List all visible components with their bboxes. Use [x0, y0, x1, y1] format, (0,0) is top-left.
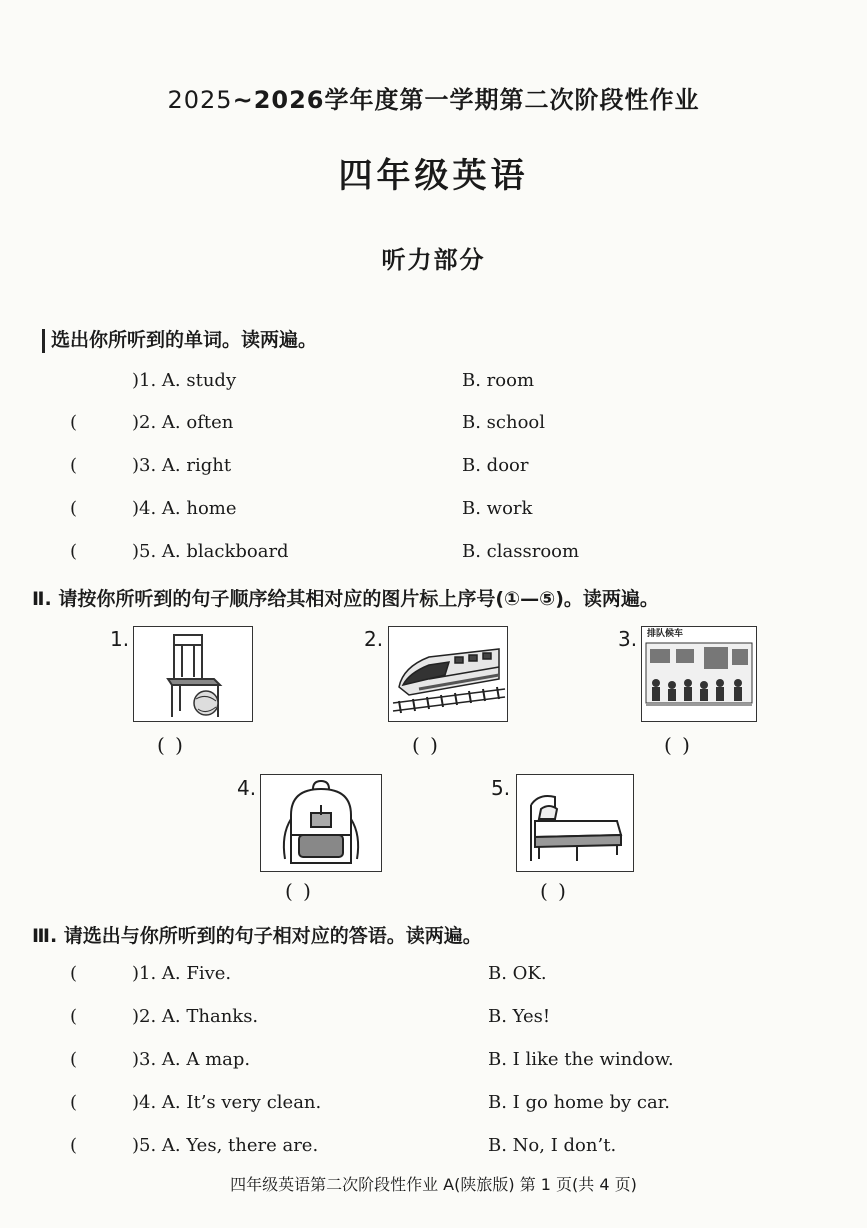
- train-icon: [388, 626, 508, 722]
- answer-paren[interactable]: (: [70, 1006, 78, 1027]
- section-1-title-text: 选出你所听到的单词。读两遍。: [51, 329, 318, 351]
- answer-paren[interactable]: (: [70, 1092, 78, 1113]
- backpack-icon: [260, 774, 382, 872]
- picture-2-number: 2.: [364, 627, 384, 651]
- answer-paren[interactable]: (: [70, 498, 78, 519]
- option-a: )4. A. It’s very clean.: [132, 1092, 322, 1113]
- option-a: )3. A. A map.: [132, 1049, 251, 1070]
- chair-icon: [133, 626, 253, 722]
- section-2-title: Ⅱ. 请按你所听到的句子顺序给其相对应的图片标上序号(①—⑤)。读两遍。: [32, 588, 659, 610]
- picture-5-number: 5.: [491, 776, 511, 800]
- picture-4-answer[interactable]: ( ): [285, 879, 313, 903]
- year-separator: ~: [232, 86, 254, 114]
- option-b: B. school: [462, 412, 546, 433]
- option-a: )5. A. Yes, there are.: [132, 1135, 319, 1156]
- year-start: 2025: [167, 86, 233, 114]
- picture-1-number: 1.: [110, 627, 130, 651]
- queue-sign-text: 排队候车: [647, 629, 684, 639]
- option-a: )1. A. study: [132, 370, 237, 391]
- option-b: B. I like the window.: [488, 1049, 674, 1070]
- picture-3-answer[interactable]: ( ): [664, 733, 692, 757]
- exam-header: [0, 80, 867, 115]
- picture-1-answer[interactable]: ( ): [157, 733, 185, 757]
- answer-paren[interactable]: (: [70, 412, 78, 433]
- section-marker: [42, 329, 45, 353]
- option-b: B. I go home by car.: [488, 1092, 671, 1113]
- picture-3-number: 3.: [618, 627, 638, 651]
- picture-4-number: 4.: [237, 776, 257, 800]
- page-subtitle: 听力部分: [381, 246, 486, 274]
- year-end: 2026: [253, 86, 325, 114]
- option-b: B. No, I don’t.: [488, 1135, 617, 1156]
- answer-paren[interactable]: (: [70, 455, 78, 476]
- answer-paren[interactable]: (: [70, 541, 78, 562]
- option-b: B. work: [462, 498, 533, 519]
- term-label: 学年度第一学期第二次阶段性作业: [324, 86, 700, 114]
- option-b: B. OK.: [488, 963, 547, 984]
- answer-paren[interactable]: (: [70, 963, 78, 984]
- option-a: )3. A. right: [132, 455, 232, 476]
- option-b: B. classroom: [462, 541, 580, 562]
- bed-icon: [516, 774, 634, 872]
- section-1-title: [0, 325, 317, 353]
- option-a: )2. A. Thanks.: [132, 1006, 259, 1027]
- queue-scene-icon: [641, 626, 757, 722]
- page-footer: 四年级英语第二次阶段性作业 A(陕旅版) 第 1 页(共 4 页): [230, 1175, 637, 1194]
- option-b: B. Yes!: [488, 1006, 551, 1027]
- page-title: 四年级英语: [338, 156, 529, 196]
- option-a: )2. A. often: [132, 412, 234, 433]
- answer-paren[interactable]: (: [70, 1049, 78, 1070]
- option-a: )4. A. home: [132, 498, 237, 519]
- picture-2-answer[interactable]: ( ): [412, 733, 440, 757]
- section-3-title: Ⅲ. 请选出与你所听到的句子相对应的答语。读两遍。: [32, 925, 482, 947]
- option-b: B. door: [462, 455, 529, 476]
- option-a: )5. A. blackboard: [132, 541, 289, 562]
- option-a: )1. A. Five.: [132, 963, 232, 984]
- option-b: B. room: [462, 370, 535, 391]
- picture-5-answer[interactable]: ( ): [540, 879, 568, 903]
- answer-paren[interactable]: (: [70, 1135, 78, 1156]
